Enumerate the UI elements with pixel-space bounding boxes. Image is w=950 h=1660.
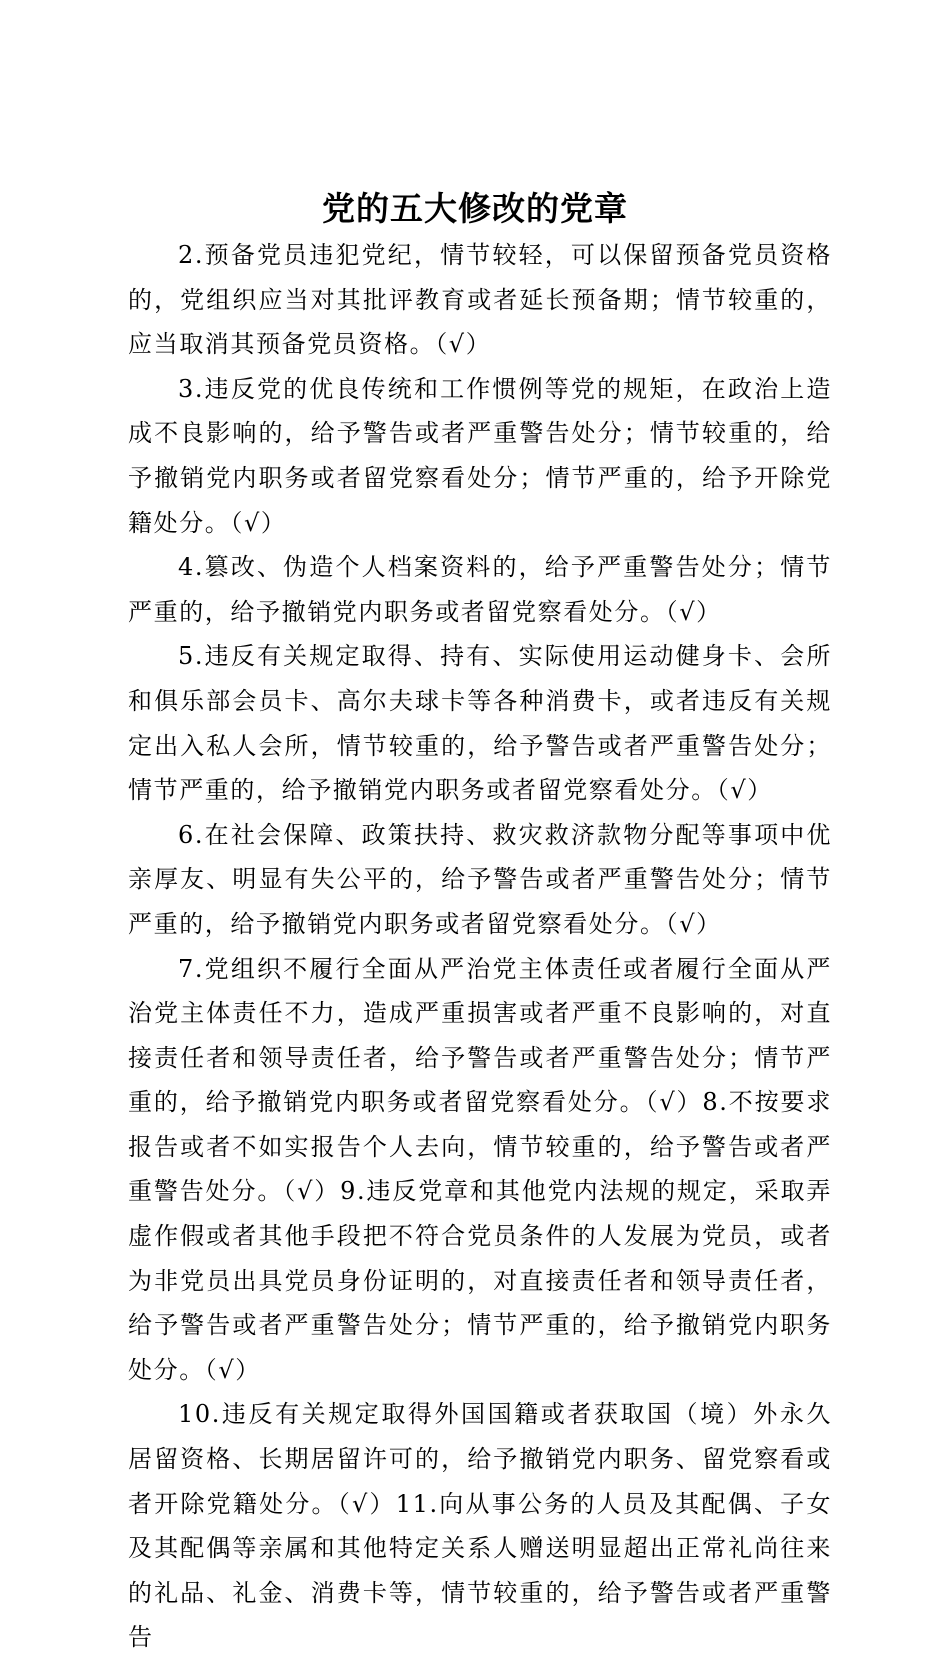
document-body — [128, 233, 832, 1660]
paragraph-item-6: 6.在社会保障、政策扶持、救灾救济款物分配等事项中优亲厚友、明显有失公平的，给予警告或者严重警告处分；情节严重的，给予撤销党内职务或者留党察看处分。（√） — [128, 820, 832, 938]
paragraph-item-4: 4.篡改、伪造个人档案资料的，给予严重警告处分；情节严重的，给予撤销党内职务或者留党察看处分。（√） — [128, 553, 832, 626]
document-title: 党的五大修改的党章 — [322, 189, 628, 228]
paragraph-item-3: 3.违反党的优良传统和工作惯例等党的规矩，在政治上造成不良影响的，给予警告或者严重警告处分；情节较重的，给予撤销党内职务或者留党察看处分；情节严重的，给予开除党籍处分。（√） — [128, 374, 832, 537]
paragraph-item-10-11: 10.违反有关规定取得外国国籍或者获取国（境）外永久居留资格、长期居留许可的，给予撤销党内职务、留党察看或者开除党籍处分。（√）11.向从事公务的人员及其配偶、子女及其配偶等亲属和其他特定关系人赠送明显超出正常礼尚往来的礼品、礼金、消费卡等，情节较重的，给予警告或者严重警告 — [128, 1400, 832, 1652]
paragraph-item-5: 5.违反有关规定取得、持有、实际使用运动健身卡、会所和俱乐部会员卡、高尔夫球卡等各种消费卡，或者违反有关规定出入私人会所，情节较重的，给予警告或者严重警告处分；情节严重的，给予撤销党内职务或者留党察看处分。（√） — [128, 642, 832, 805]
paragraph-item-2: 2.预备党员违犯党纪，情节较轻，可以保留预备党员资格的，党组织应当对其批评教育或者延长预备期；情节较重的，应当取消其预备党员资格。（√） — [128, 241, 832, 359]
paragraph-item-7-9: 7.党组织不履行全面从严治党主体责任或者履行全面从严治党主体责任不力，造成严重损害或者严重不良影响的，对直接责任者和领导责任者，给予警告或者严重警告处分；情节严重的，给予撤销党内职务或者留党察看处分。（√）8.不按要求报告或者不如实报告个人去向，情节较重的，给予警告或者严重警告处分。（√）9.违反党章和其他党内法规的规定，采取弄虚作假或者其他手段把不符合党员条件的人发展为党员，或者为非党员出具党员身份证明的，对直接责任者和领导责任者，给予警告或者严重警告处分；情节严重的，给予撤销党内职务处分。（√） — [128, 954, 832, 1384]
